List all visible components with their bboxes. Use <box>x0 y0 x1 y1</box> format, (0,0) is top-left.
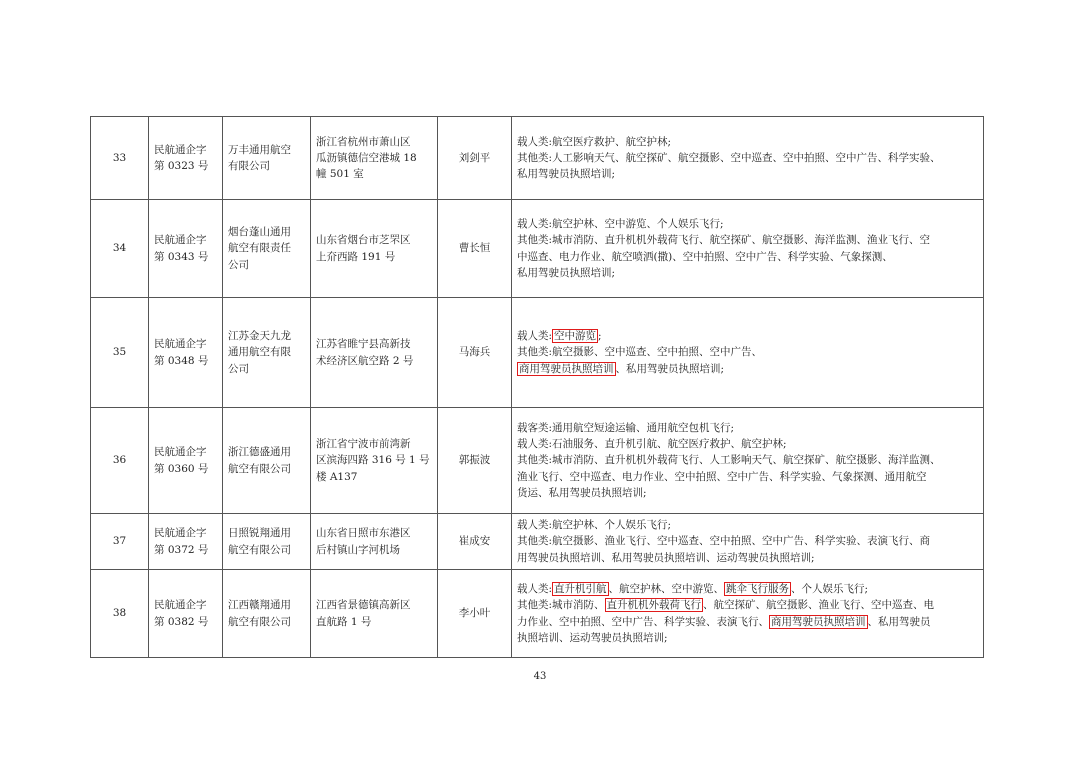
scope-text: 载人类:航空护林、个人娱乐飞行; <box>517 519 672 532</box>
cell-line: 上夼西路 191 号 <box>316 250 396 263</box>
scope-text: 其他类:人工影响天气、航空探矿、航空摄影、空中巡查、空中拍照、空中广告、科学实验、 <box>517 151 941 164</box>
business-scope-cell <box>512 298 984 408</box>
scope-text: 、航空探矿、航空摄影、渔业飞行、空中巡查、电 <box>703 599 935 612</box>
cell-line: 航空有限公司 <box>228 543 291 556</box>
highlighted-term: 直升机引航 <box>554 582 607 595</box>
cell-line: 区滨海四路 316 号 1 号 <box>316 454 430 467</box>
company-name-cell <box>223 408 311 514</box>
cell-line: 第 0343 号 <box>154 250 209 263</box>
cell-line: 公司 <box>228 258 249 271</box>
cell-line: 山东省日照市东港区 <box>316 527 411 540</box>
scope-line <box>517 249 978 265</box>
scope-line <box>517 265 978 281</box>
highlighted-term: 跳伞飞行服务 <box>726 582 790 595</box>
business-scope-cell <box>512 408 984 514</box>
operator-table <box>90 116 984 658</box>
address-cell <box>311 570 438 658</box>
scope-text: 渔业飞行、空中巡查、电力作业、空中拍照、空中广告、科学实验、气象探测、通用航空 <box>517 470 927 483</box>
scope-text: 、私用驾驶员执照培训; <box>615 362 725 375</box>
cell-line: 瓜沥镇德信空港城 18 <box>316 151 417 164</box>
cell-line: 民航通企字 <box>154 599 207 612</box>
cell-line: 第 0382 号 <box>154 615 209 628</box>
license-number-cell <box>149 298 223 408</box>
scope-line <box>517 485 978 501</box>
scope-line <box>517 452 978 468</box>
license-number-cell <box>149 514 223 570</box>
scope-text: 力作业、空中拍照、空中广告、科学实验、表演飞行、 <box>517 615 769 628</box>
highlighted-term: 商用驾驶员执照培训 <box>771 615 866 628</box>
scope-line <box>517 533 978 549</box>
cell-line: 民航通企字 <box>154 446 207 459</box>
row-number: 35 <box>91 298 149 408</box>
scope-text: 其他类:城市消防、直升机机外载荷飞行、航空探矿、航空摄影、海洋监测、渔业飞行、空 <box>517 234 931 247</box>
scope-text: ; <box>598 330 602 343</box>
table-row <box>91 298 984 408</box>
scope-text: 载人类:航空护林、空中游览、个人娱乐飞行; <box>517 217 724 230</box>
scope-line <box>517 216 978 232</box>
cell-line: 浙江德盛通用 <box>228 446 291 459</box>
legal-representative-cell: 崔成安 <box>438 514 512 570</box>
table-row <box>91 570 984 658</box>
cell-line: 幢 501 室 <box>316 168 364 181</box>
cell-line: 民航通企字 <box>154 527 207 540</box>
cell-line: 民航通企字 <box>154 338 207 351</box>
scope-text: 私用驾驶员执照培训; <box>517 168 616 181</box>
scope-text: 用驾驶员执照培训、私用驾驶员执照培训、运动驾驶员执照培训; <box>517 551 815 564</box>
scope-text: 执照培训、运动驾驶员执照培训; <box>517 631 668 644</box>
address-cell <box>311 408 438 514</box>
cell-line: 日照锐翔通用 <box>228 527 291 540</box>
cell-line: 江西省景德镇高新区 <box>316 599 411 612</box>
business-scope-cell <box>512 200 984 298</box>
company-name-cell <box>223 514 311 570</box>
scope-text: 其他类:航空摄影、空中巡查、空中拍照、空中广告、 <box>517 346 763 359</box>
business-scope-cell <box>512 117 984 200</box>
legal-representative-cell: 曹长恒 <box>438 200 512 298</box>
scope-line <box>517 550 978 566</box>
scope-line <box>517 614 978 630</box>
company-name-cell <box>223 298 311 408</box>
page-number: 43 <box>533 671 547 682</box>
cell-line: 术经济区航空路 2 号 <box>316 354 414 367</box>
cell-line: 楼 A137 <box>316 470 358 483</box>
cell-line: 烟台蓬山通用 <box>228 226 291 239</box>
scope-line <box>517 517 978 533</box>
scope-line <box>517 344 978 360</box>
highlighted-term: 空中游览 <box>554 330 597 343</box>
cell-line: 山东省烟台市芝罘区 <box>316 234 411 247</box>
cell-line: 航空有限责任 <box>228 242 291 255</box>
license-number-cell <box>149 200 223 298</box>
company-name-cell <box>223 200 311 298</box>
cell-line: 浙江省杭州市萧山区 <box>316 135 411 148</box>
scope-text: 、私用驾驶员 <box>867 615 931 628</box>
row-number: 37 <box>91 514 149 570</box>
address-cell <box>311 117 438 200</box>
cell-line: 航空有限公司 <box>228 615 291 628</box>
cell-line: 浙江省宁波市前湾新 <box>316 438 411 451</box>
cell-line: 第 0372 号 <box>154 543 209 556</box>
scope-text: 、个人娱乐飞行; <box>791 582 869 595</box>
cell-line: 江西赣翔通用 <box>228 599 291 612</box>
scope-line <box>517 134 978 150</box>
cell-line: 民航通企字 <box>154 143 207 156</box>
row-number: 38 <box>91 570 149 658</box>
company-name-cell <box>223 117 311 200</box>
scope-text: 其他类:城市消防、直升机机外载荷飞行、人工影响天气、航空探矿、航空摄影、海洋监测、 <box>517 454 941 467</box>
scope-text: 载人类:航空医疗救护、航空护林; <box>517 135 672 148</box>
cell-line: 江苏省睢宁县高新技 <box>316 338 411 351</box>
legal-representative-cell: 刘剑平 <box>438 117 512 200</box>
scope-text: 其他类:城市消防、 <box>517 599 605 612</box>
scope-line <box>517 630 978 646</box>
scope-line <box>517 420 978 436</box>
highlighted-term: 直升机机外载荷飞行 <box>606 599 702 612</box>
license-number-cell <box>149 570 223 658</box>
business-scope-cell <box>512 570 984 658</box>
scope-text: 载人类:石油服务、直升机引航、航空医疗救护、航空护林; <box>517 438 787 451</box>
cell-line: 第 0360 号 <box>154 462 209 475</box>
cell-line: 航空有限公司 <box>228 462 291 475</box>
cell-line: 万丰通用航空 <box>228 143 291 156</box>
scope-text: 货运、私用驾驶员执照培训; <box>517 486 647 499</box>
cell-line: 第 0323 号 <box>154 160 209 172</box>
scope-line <box>517 150 978 166</box>
license-number-cell <box>149 408 223 514</box>
cell-line: 通用航空有限 <box>228 346 291 359</box>
scope-line <box>517 469 978 485</box>
address-cell <box>311 514 438 570</box>
row-number: 33 <box>91 117 149 200</box>
company-name-cell <box>223 570 311 658</box>
scope-text: 载客类:通用航空短途运输、通用航空包机飞行; <box>517 421 735 434</box>
legal-representative-cell: 郭振波 <box>438 408 512 514</box>
cell-line: 后村镇山字河机场 <box>316 543 400 556</box>
highlighted-term: 商用驾驶员执照培训 <box>519 362 614 375</box>
scope-line <box>517 597 978 613</box>
address-cell <box>311 298 438 408</box>
table-row <box>91 514 984 570</box>
scope-line <box>517 361 978 377</box>
cell-line: 公司 <box>228 362 249 375</box>
cell-line: 直航路 1 号 <box>316 615 372 628</box>
scope-text: 私用驾驶员执照培训; <box>517 266 616 279</box>
table-row <box>91 408 984 514</box>
cell-line: 第 0348 号 <box>154 354 209 367</box>
cell-line: 有限公司 <box>228 160 270 172</box>
legal-representative-cell: 李小叶 <box>438 570 512 658</box>
scope-text: 载人类: <box>517 330 553 343</box>
scope-line <box>517 581 978 597</box>
legal-representative-cell: 马海兵 <box>438 298 512 408</box>
scope-text: 中巡查、电力作业、航空喷洒(撒)、空中拍照、空中广告、科学实验、气象探测、 <box>517 250 893 263</box>
row-number: 36 <box>91 408 149 514</box>
business-scope-cell <box>512 514 984 570</box>
cell-line: 江苏金天九龙 <box>228 330 291 343</box>
license-number-cell <box>149 117 223 200</box>
table-row <box>91 117 984 200</box>
cell-line: 民航通企字 <box>154 234 207 247</box>
scope-line <box>517 232 978 248</box>
scope-text: 其他类:航空摄影、渔业飞行、空中巡查、空中拍照、空中广告、科学实验、表演飞行、商 <box>517 535 931 548</box>
scope-line <box>517 436 978 452</box>
row-number: 34 <box>91 200 149 298</box>
scope-line <box>517 166 978 182</box>
table-row <box>91 200 984 298</box>
scope-text: 、航空护林、空中游览、 <box>608 582 725 595</box>
scope-line <box>517 328 978 344</box>
scope-text: 载人类: <box>517 582 553 595</box>
address-cell <box>311 200 438 298</box>
